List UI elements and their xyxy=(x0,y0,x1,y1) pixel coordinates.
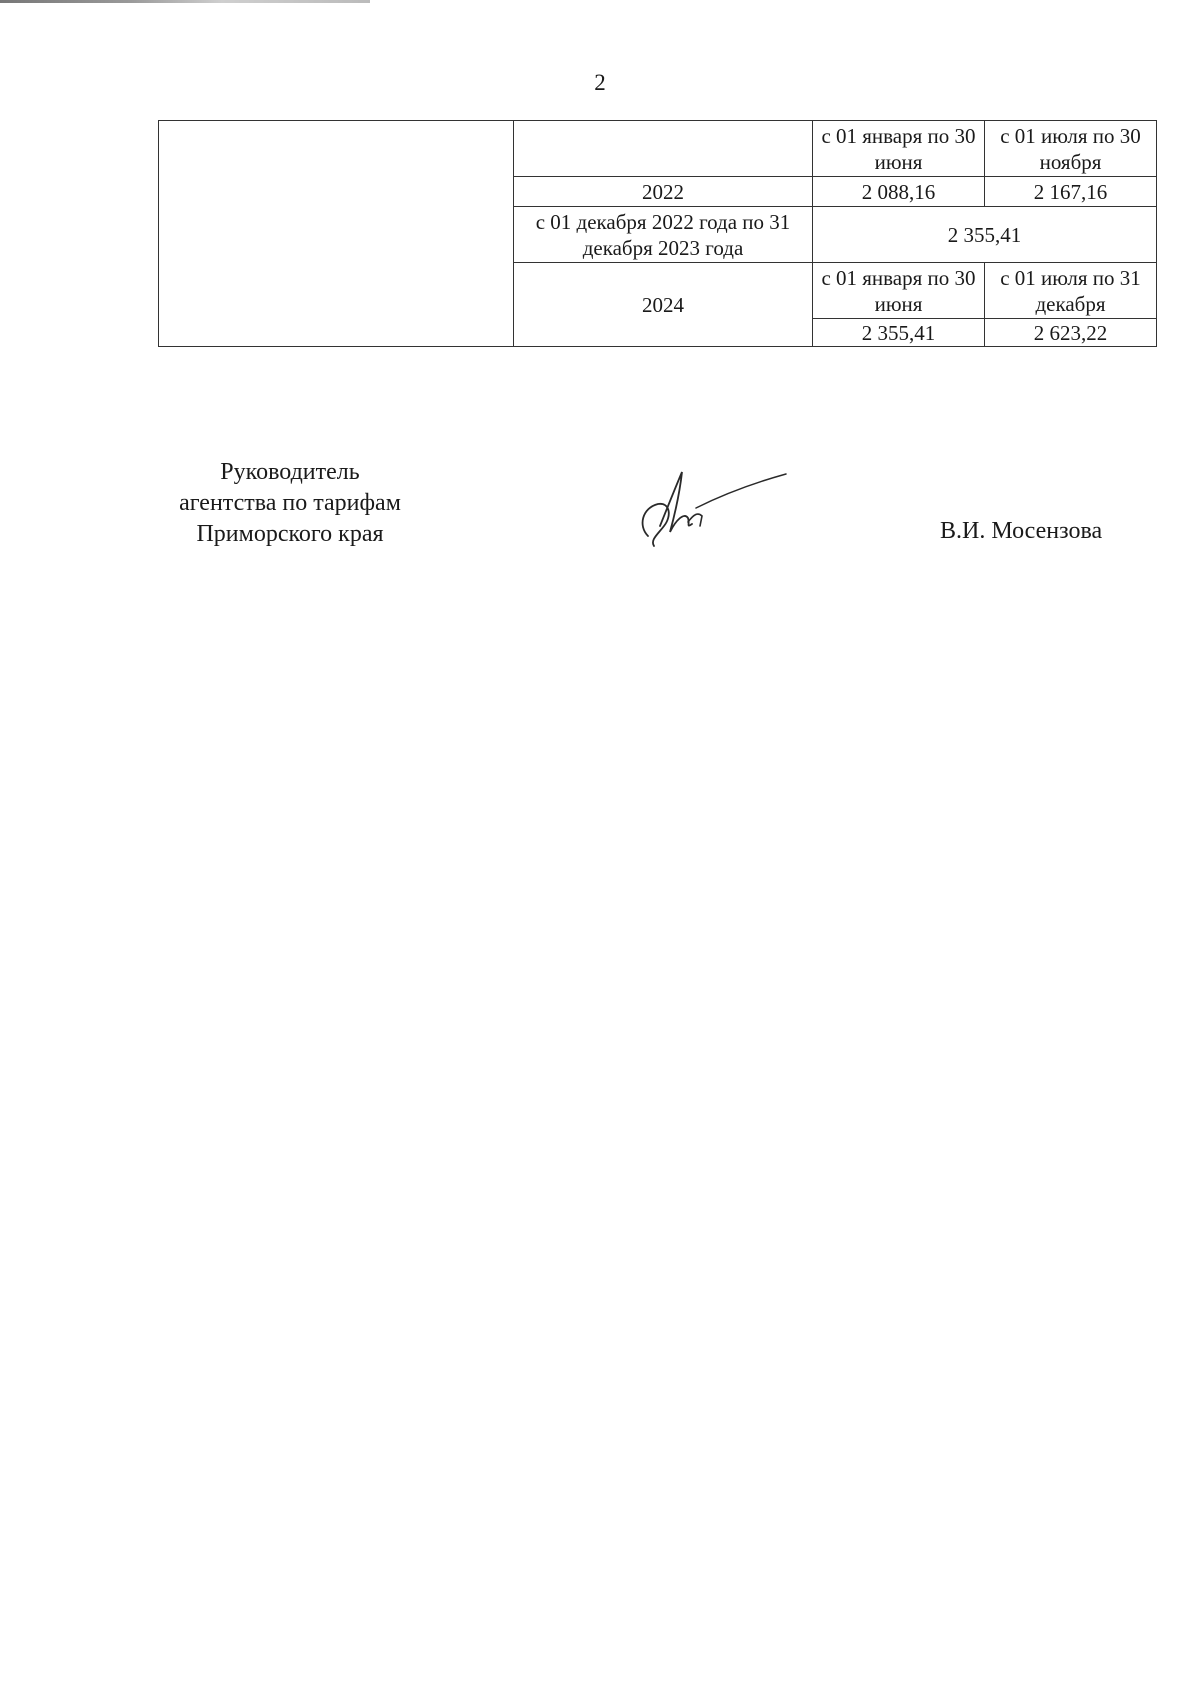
signatory-title-line: Руководитель xyxy=(220,459,360,485)
table-cell-period: с 01 декабря 2022 года по 31 декабря 2023 года xyxy=(514,207,813,263)
signatory-title-line: агентства по тарифам xyxy=(179,490,401,516)
table-cell-year: 2024 xyxy=(514,263,813,347)
page-number: 2 xyxy=(594,70,606,95)
signatory-title-line: Приморского края xyxy=(196,521,384,547)
signatory-name: В.И. Мосензова xyxy=(940,518,1103,544)
table-cell-period: с 01 июля по 30 ноября xyxy=(985,121,1157,177)
table-cell-blank xyxy=(514,121,813,177)
table-cell-blank xyxy=(159,121,514,347)
table-cell-value: 2 355,41 xyxy=(813,207,1157,263)
table-cell-period: с 01 января по 30 июня xyxy=(813,121,985,177)
table-cell-value: 2 088,16 xyxy=(813,177,985,207)
tariff-table xyxy=(158,120,1157,347)
handwritten-signature xyxy=(630,466,790,556)
signatory-title xyxy=(140,457,440,550)
table-cell-period: с 01 июля по 31 декабря xyxy=(985,263,1157,319)
table-cell-value: 2 167,16 xyxy=(985,177,1157,207)
table-cell-period: с 01 января по 30 июня xyxy=(813,263,985,319)
table-cell-value: 2 355,41 xyxy=(813,319,985,347)
table-cell-year: 2022 xyxy=(514,177,813,207)
scan-edge-mark xyxy=(0,0,370,3)
table-row xyxy=(159,121,1157,177)
table-cell-value: 2 623,22 xyxy=(985,319,1157,347)
